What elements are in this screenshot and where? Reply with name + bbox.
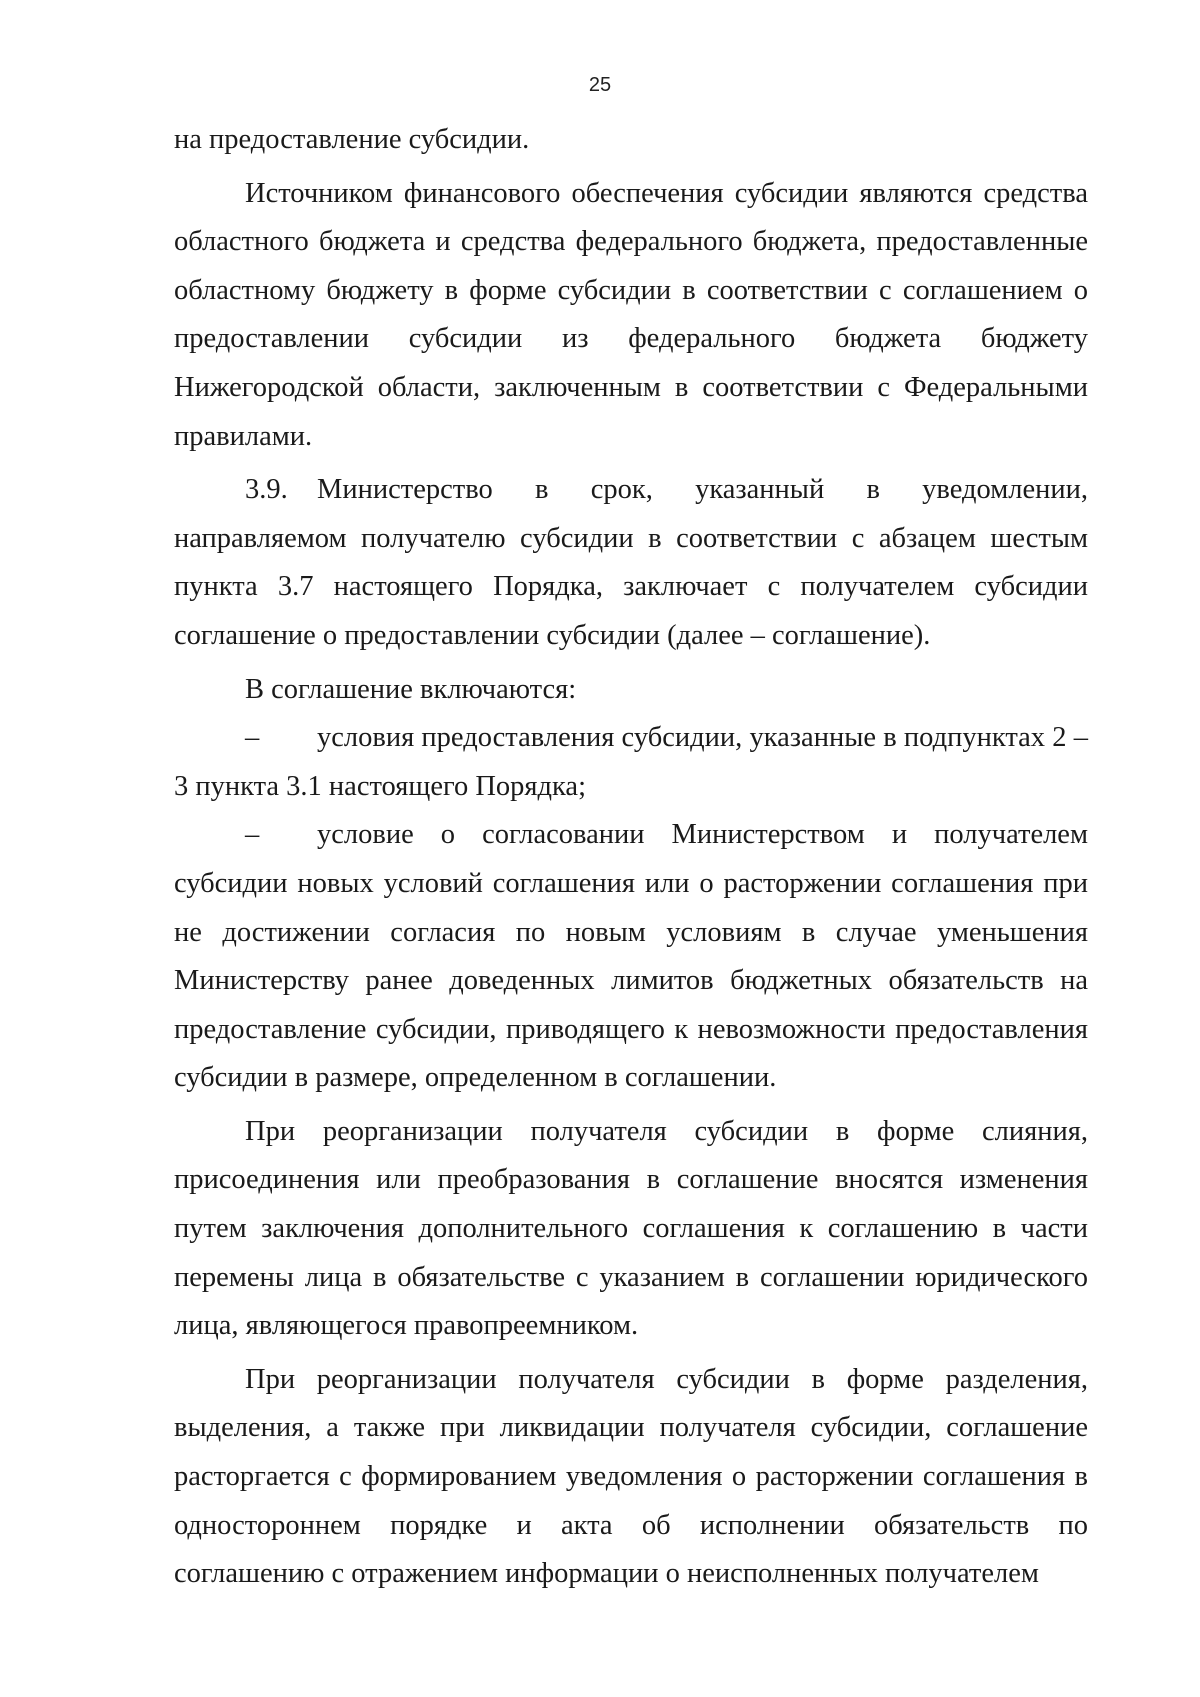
paragraph-continuation: на предоставление субсидии. [174,124,530,155]
paragraph-reorganization-merger: При реорганизации получателя субсидии в форме слияния, присоединения или преобразования в соглашение вносятся изменения путем заключения дополнительного соглашения к соглашению в части перемены лица в обязательстве с указанием в соглашении юридического лица, являющегося правопреемником. [174,1115,1088,1342]
list-dash: – [245,722,260,754]
list-item-conditions [174,714,1088,811]
list-item-approval [174,811,1088,1103]
document-body [174,116,1088,1599]
paragraph-section-3-9 [174,466,1088,660]
section-3-9-text: Министерство в срок, указанный в уведомлении, направляемом получателю субсидии в соответствии с абзацем шестым пункта 3.7 настоящего Порядка, заключает с получателем субсидии соглашение о предоставлении субсидии (далее – соглашение). [174,474,1088,651]
paragraph-reorganization-division: При реорганизации получателя субсидии в форме разделения, выделения, а также при ликвидации получателя субсидии, соглашение расторгается с формированием уведомления о расторжении соглашения в одностороннем порядке и акта об исполнении обязательств по соглашению с отражением информации о неисполненных получателем [174,1363,1088,1590]
paragraph-agreement-includes: В соглашение включаются: [245,673,577,705]
paragraph-funding-source: Источником финансового обеспечения субсидии являются средства областного бюджета и средства федерального бюджета, предоставленные областному бюджету в форме субсидии в соответствии с соглашением о предоставлении субсидии из федерального бюджета бюджету Нижегородской области, заключенным в соответствии с Федеральными правилами. [174,177,1088,452]
section-number: 3.9. [245,474,288,506]
list-item-approval-text: условие о согласовании Министерством и получателем субсидии новых условий соглашения или о расторжении соглашения при не достижении согласия по новым условиям в случае уменьшения Министерству ранее доведенных лимитов бюджетных обязательств на предоставление субсидии, приводящего к невозможности предоставления субсидии в размере, определенном в соглашении. [174,819,1088,1094]
list-item-conditions-text: условия предоставления субсидии, указанные в подпунктах 2 – 3 пункта 3.1 настоящего Порядка; [174,722,1088,802]
list-dash: – [245,819,260,851]
page-number: 25 [588,74,612,96]
